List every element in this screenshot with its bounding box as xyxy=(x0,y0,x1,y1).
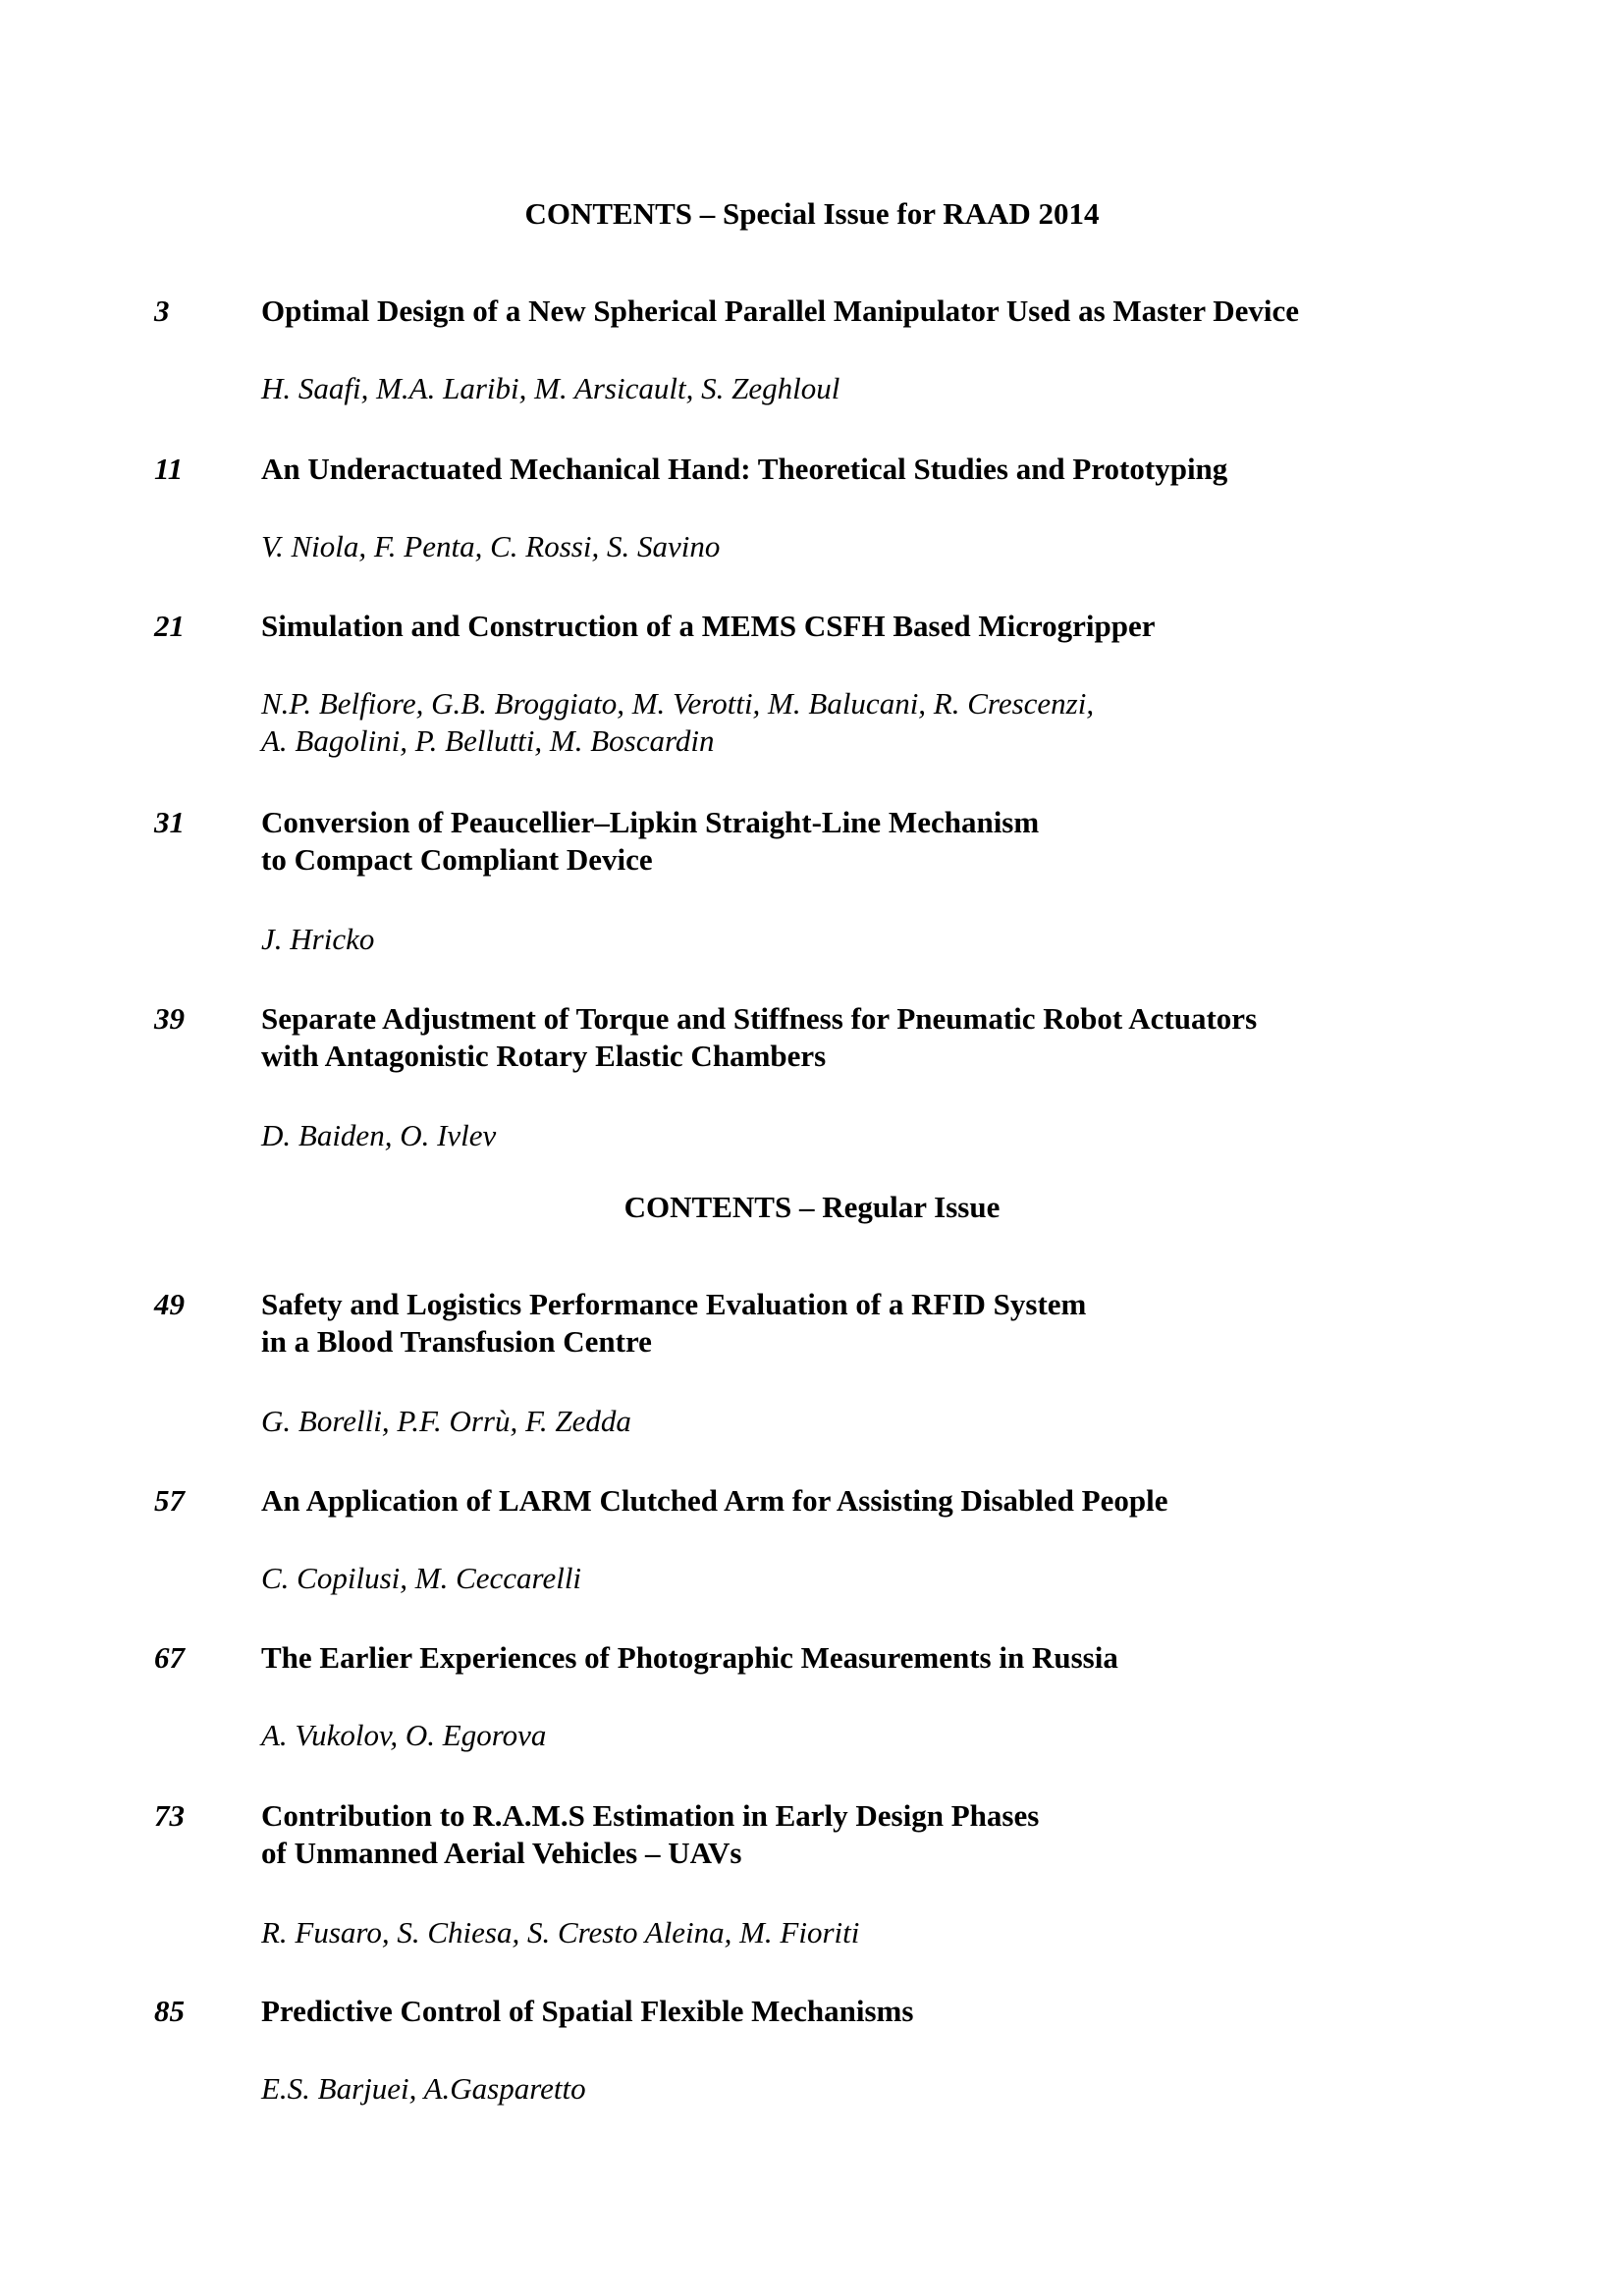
page-number: 3 xyxy=(154,294,170,328)
authors-line: A. Vukolov, O. Egorova xyxy=(261,1718,547,1752)
page-number: 57 xyxy=(154,1483,185,1518)
article-authors xyxy=(261,1117,496,1154)
article-title xyxy=(261,1482,1167,1520)
article-title-line: Optimal Design of a New Spherical Parallel Manipulator Used as Master Device xyxy=(261,294,1300,328)
article-title-line: Predictive Control of Spatial Flexible Mechanisms xyxy=(261,1994,914,2028)
article-title xyxy=(261,451,1227,488)
article-title xyxy=(261,1286,1086,1361)
page-number: 85 xyxy=(154,1994,185,2028)
authors-line: E.S. Barjuei, A.Gasparetto xyxy=(261,2071,586,2106)
page-number: 31 xyxy=(154,805,185,839)
page-number: 21 xyxy=(154,609,185,643)
article-title-line: Safety and Logistics Performance Evaluation of a RFID System xyxy=(261,1287,1087,1321)
authors-line: J. Hricko xyxy=(261,922,375,956)
authors-line: V. Niola, F. Penta, C. Rossi, S. Savino xyxy=(261,529,721,563)
article-title xyxy=(261,804,1039,879)
authors-line: G. Borelli, P.F. Orrù, F. Zedda xyxy=(261,1404,631,1438)
article-title xyxy=(261,1797,1039,1872)
article-authors xyxy=(261,528,720,565)
article-title-line: Contribution to R.A.M.S Estimation in Early Design Phases xyxy=(261,1798,1040,1833)
article-title xyxy=(261,1639,1118,1677)
page-number: 73 xyxy=(154,1798,185,1833)
article-authors xyxy=(261,1403,631,1440)
article-authors xyxy=(261,370,839,407)
article-authors xyxy=(261,2070,586,2108)
authors-line: C. Copilusi, M. Ceccarelli xyxy=(261,1561,582,1595)
authors-line: H. Saafi, M.A. Laribi, M. Arsicault, S. Zeghloul xyxy=(261,371,840,405)
article-title xyxy=(261,1000,1257,1075)
page-number: 49 xyxy=(154,1287,185,1321)
article-title xyxy=(261,608,1156,645)
article-authors xyxy=(261,685,1094,760)
authors-line: D. Baiden, O. Ivlev xyxy=(261,1118,497,1152)
special-issue-heading: CONTENTS – Special Issue for RAAD 2014 xyxy=(524,196,1100,231)
page-number: 11 xyxy=(154,452,184,486)
authors-line: R. Fusaro, S. Chiesa, S. Cresto Aleina, M. Fioriti xyxy=(261,1915,860,1949)
article-authors xyxy=(261,1560,581,1597)
article-title-line: Simulation and Construction of a MEMS CSFH Based Microgripper xyxy=(261,609,1156,643)
article-title-line: with Antagonistic Rotary Elastic Chambers xyxy=(261,1039,827,1073)
authors-line: N.P. Belfiore, G.B. Broggiato, M. Verotti, M. Balucani, R. Crescenzi, xyxy=(261,686,1095,721)
article-title-line: The Earlier Experiences of Photographic Measurements in Russia xyxy=(261,1640,1118,1675)
article-title-line: Conversion of Peaucellier–Lipkin Straight-Line Mechanism xyxy=(261,805,1040,839)
article-authors xyxy=(261,1914,859,1951)
article-title-line: An Underactuated Mechanical Hand: Theoretical Studies and Prototyping xyxy=(261,452,1228,486)
article-authors xyxy=(261,1717,546,1754)
article-title xyxy=(261,293,1299,330)
page-number: 67 xyxy=(154,1640,185,1675)
authors-line: A. Bagolini, P. Bellutti, M. Boscardin xyxy=(261,723,715,758)
article-authors xyxy=(261,921,374,958)
article-title-line: to Compact Compliant Device xyxy=(261,842,653,877)
page-number: 39 xyxy=(154,1001,185,1036)
article-title xyxy=(261,1993,913,2030)
regular-issue-heading: CONTENTS – Regular Issue xyxy=(623,1190,1001,1224)
article-title-line: An Application of LARM Clutched Arm for Assisting Disabled People xyxy=(261,1483,1168,1518)
article-title-line: Separate Adjustment of Torque and Stiffness for Pneumatic Robot Actuators xyxy=(261,1001,1258,1036)
article-title-line: in a Blood Transfusion Centre xyxy=(261,1324,652,1359)
article-title-line: of Unmanned Aerial Vehicles – UAVs xyxy=(261,1836,742,1870)
